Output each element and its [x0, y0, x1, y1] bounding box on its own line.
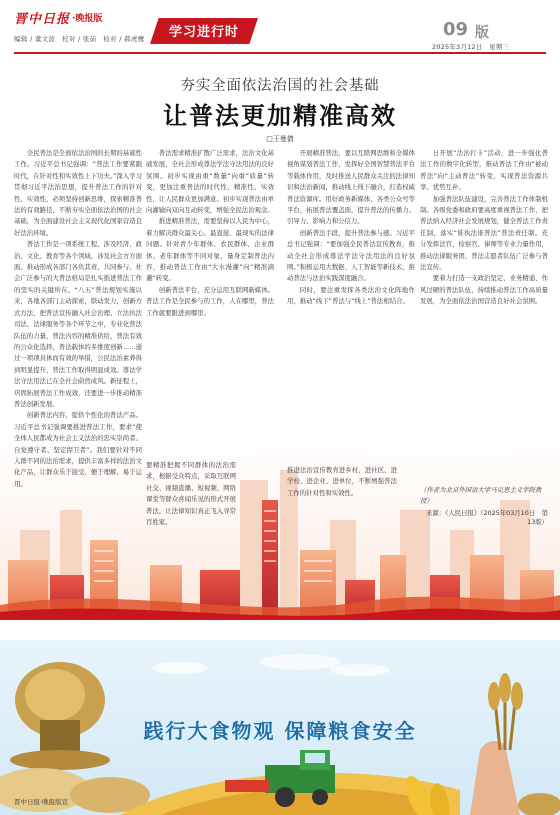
article-column-1	[14, 148, 142, 543]
article-headline: 让普法更加精准高效	[163, 101, 397, 130]
paragraph: 日开展“法治打卡”活动，进一步强化普法工作的数字化转型，推动普法工作由“被动普法”向“主动普法”转变，实现普法资源共享、优势互补。	[420, 149, 548, 192]
paragraph: 同时，要注重发挥各类法治文化阵地作用，推动“线下”普法与“线上”普法相结合。	[287, 285, 415, 306]
issue-date: 2025年3月12日 星期三	[432, 43, 510, 51]
banner-slogan: 践行大食物观 保障粮食安全	[143, 719, 417, 743]
article-column-3	[287, 148, 415, 468]
paragraph: 创新普法平台，充分运用互联网新媒体。普法工作是全民参与的工作，人在哪里，普法工作就要跟进到哪里。	[146, 285, 274, 317]
logo-sub-text: ·晚报版	[72, 13, 103, 24]
masthead	[0, 0, 560, 60]
paragraph: 要着力打造一支政治坚定、业务精通、作风过硬的普法队伍，持续推动普法工作高质量发展，为全面依法治国营造良好社会氛围。	[420, 274, 548, 306]
paragraph: 加强普法队伍建设，完善普法工作体制机制。各级党委和政府要高度重视普法工作，把普法纳入经济社会发展规划，健全普法工作责任制，落实“谁执法谁普法”普法责任制。充分发挥法官、检察官、律师等专业力量作用，推动法律服务团、普法志愿者队伍广泛参与普法宣传。	[420, 194, 548, 272]
article-column-2-continued: 要精准把握不同群体的法治需求，根据受众特点，采取互联网社交、视频直播、短视频、网络课堂等群众喜闻乐见的形式开展普法，让法律知识真正飞入寻常百姓家。	[146, 461, 236, 527]
logo-main-text: 晋中日报	[14, 11, 71, 27]
article-kicker: 夯实全面依法治国的社会基础	[180, 78, 380, 94]
paragraph: 推进精准普法，需要坚持以人民为中心，着力解决群众最关心、最直接、最现实的法律问题。针对青少年群体、农民群体、企业群体、老年群体等不同对象，量身定制普法内容，推动普法工作由“大水漫灌”向“精准滴灌”转变。	[146, 217, 274, 283]
section-title: 学习进行时	[168, 25, 239, 40]
cloud-icons	[152, 654, 390, 676]
hand-holding-wheat-icon	[470, 673, 523, 815]
paragraph: 普法需求精准扩散广泛需求，法治文化基础发展，全社会形成尊法学法守法用法的良好氛围。初步实现由重“数量”向重“质量”转变，更加注重普法的时代性、精准性、实效性，让人民群众更加满意。初步实现普法由单向灌输向双向互动转变，增强全民法治观念。	[146, 149, 274, 215]
newspaper-logo	[14, 8, 102, 26]
editor-credits: 编辑 / 董文波 校对 / 张茹 检对 / 郝虎鹰	[14, 35, 145, 43]
banner-credit: 晋中日报·晚报版宣	[14, 798, 69, 806]
article-column-2	[146, 148, 274, 498]
page-number-suffix: 版	[475, 25, 489, 41]
paragraph: 开展精准普法，要以互联网思维和全媒体视角谋划普法工作，发挥好全国智慧普法平台等载体作用，及时推送人民群众关注的法律知识和法治新闻，推动线上线下融合，打造权威普法资源库。用好政务新媒体、各类公众号等平台，拓展普法覆盖面，提升普法的传播力、引导力、影响力和公信力。	[287, 149, 415, 226]
paragraph: 创新普法内容，提供个性化的普法产品。习近平总书记强调要推进普法工作，要求“使全体人民都成为社会主义法治的忠实崇尚者、自觉遵守者、坚定捍卫者”。我们要针对不同人群不同的法治需求，提供丰富多样的法治文化产品，让群众乐于接受、便于理解、易于运用。	[14, 411, 142, 488]
article-byline: □王曼倩	[266, 135, 294, 143]
page-number: 09	[443, 19, 469, 40]
paragraph: 全民普法是全面依法治国的长期的基础性工作。习近平总书记强调：“普法工作要紧跟时代，在针对性和实效性上下功夫。”深入学习贯彻习近平法治思想，提升普法工作的针对性、实效性，必须坚持创新思维，探索精准普法的有效路径，不断夯实全面依法治国的社会基础，为全面建设社会主义现代化国家营造良好法治环境。	[14, 149, 142, 237]
grain-pile-icon	[0, 768, 150, 813]
article-source: 来源：《人民日报》（2025年03月10日 第13版）	[426, 509, 548, 526]
author-note: （作者为北京外国语大学马克思主义学院教授）	[420, 486, 542, 506]
article-column-4	[420, 148, 548, 483]
paragraph: 普法工作是一项系统工程，涉及经济、政治、文化、教育等各个领域，涉及社会方方面面。推动形成各部门各负其责、共同参与、社会广泛参与的大普法格局是扎实推进普法工作的坚实的关键所在。“八五”普法规划实施以来，各地各部门主动探索，联动发力，创新方式方法，把普法宣传融入社会治理、立法执法司法、法律服务等各个环节之中，专业化普法队伍的力量，普法内容的精准供给，普法有效的公众化选择，普法载体的多维度创新……通过一项项具体而有效的举措，公民法治素养得到明显提升，普法工作取得明显成效。尊法学法守法用法已在全社会蔚然成风。新征程上，巩固拓展普法工作成效，还要进一步推动精准普法创新发展。	[14, 240, 142, 408]
paragraph: 创新普法手段，提升普法参与感。习近平总书记强调：“要加强全民普法宣传教育，推动全社会形成尊法学法守法用法的良好氛围。”积极运用大数据、人工智能等新技术，推动普法与法治实践深度融合。	[287, 228, 415, 283]
header-divider	[14, 52, 546, 54]
article-column-3-continued: 推进法治宣传教育进乡村、进社区、进学校、进企业、进单位，不断增强普法工作的针对性和实效性。	[287, 466, 397, 497]
